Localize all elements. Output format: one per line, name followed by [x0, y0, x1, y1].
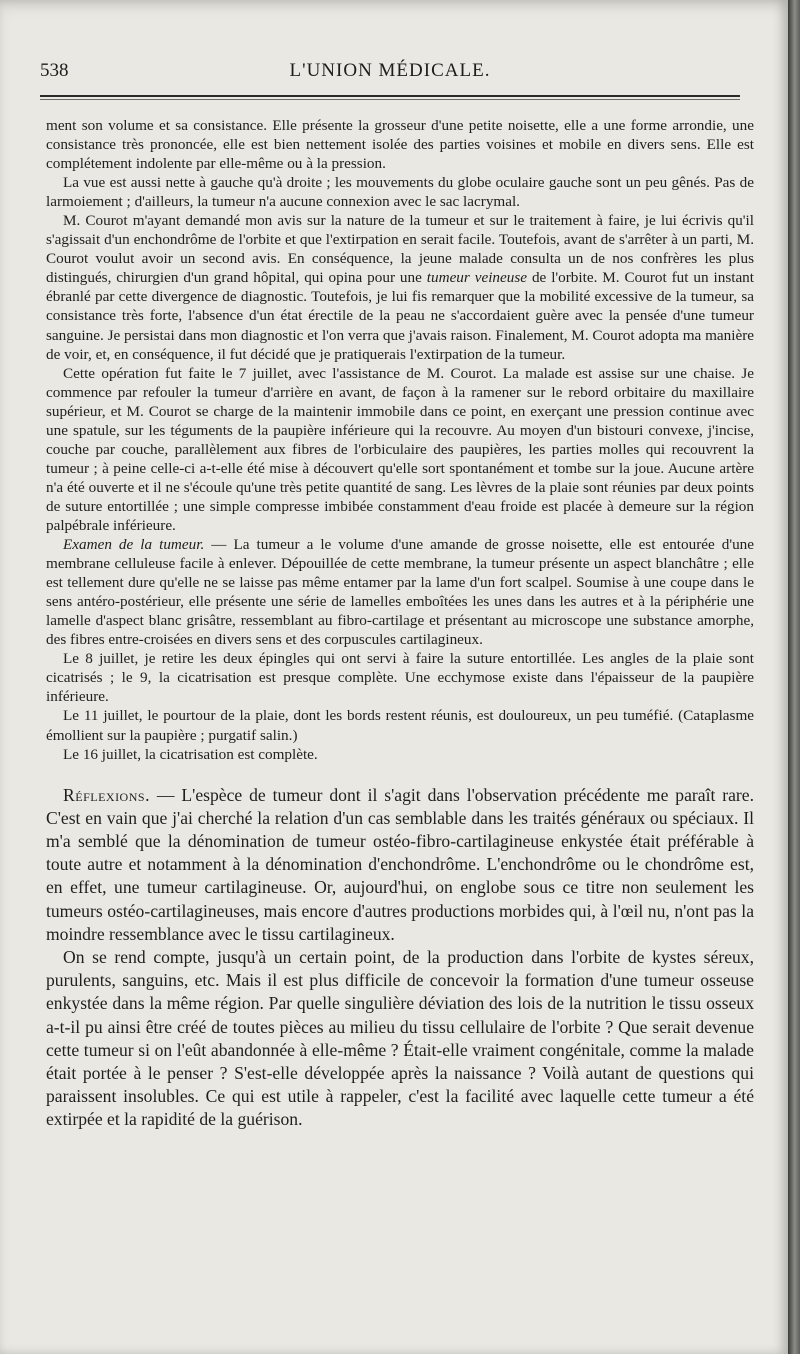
- italic-term: tumeur veineuse: [426, 269, 528, 287]
- page-number: 538: [40, 60, 69, 81]
- reflexions-text: [46, 784, 754, 1132]
- running-title: L'UNION MÉDICALE.: [289, 60, 491, 81]
- paragraph-text: La tumeur a le volume d'une amande de grosse noisette, elle est entourée d'une membrane celluleuse facile à enlever. Dépouillée de cette membrane, la tumeur présente un aspect blanchâtre ; elle est tellement dure qu'elle ne se laisse pas même entamer par la lame d'un fort scalpel. Soumise à une coupe dans le sens antéro-postérieur, elle présente une série de lamelles emboîtées les unes dans les autres et à la périphérie une lamelle d'aspect blanc grisâtre, ressemblant au fibro-cartilage et présentant au microscope une substance amorphe, des fibres entre-croisées en divers sens et des corpuscules cartilagineux.: [46, 536, 755, 649]
- page-header: [40, 60, 740, 90]
- article-body: [46, 116, 754, 1132]
- header-rule-thin: [40, 99, 740, 100]
- em-dash: —: [204, 536, 234, 554]
- paragraph: [46, 784, 754, 946]
- paragraph: Cette opération fut faite le 7 juillet, avec l'assistance de M. Courot. La malade est assise sur une chaise. Je commence par refouler la tumeur d'arrière en avant, de façon à la ramener sur le rebord orbitaire du maxillaire supérieur, et M. Courot se charge de la maintenir immobile dans ce point, en exerçant une pression continue avec une spatule, sur les téguments de la paupière inférieure qui la recouvre. Au moyen d'un bistouri convexe, j'incise, couche par couche, parallèlement aux fibres de l'orbiculaire des paupières, les parties molles qui recouvrent la tumeur ; à peine celle-ci a-t-elle été mise à découvert qu'elle sort spontanément et tombe sur la joue. Aucune artère n'a été ouverte et il ne s'écoule qu'une très petite quantité de sang. Les lèvres de la plaie sont réunies par deux points de suture entortillée ; une simple compresse imbibée constamment d'eau froide est placée à demeure sur la région palpébrale inférieure.: [46, 364, 754, 534]
- paragraph-text: M. Courot m'ayant demandé mon avis sur la nature de la tumeur et sur le traitement à faire, je lui écrivis qu'il s'agissait d'un enchondrôme de l'orbite et que l'extirpation en serait facile. Toutefois, avant de s'arrêter à un parti, M. Courot voulut avoir un second avis. En conséquence, la jeune malade consulta un de nos confrères les plus distingués, chirurgien d'un grand hôpital, qui opina pour une: [46, 212, 754, 287]
- paragraph: Le 8 juillet, je retire les deux épingles qui ont servi à faire la suture entortillée. Les angles de la plaie sont cicatrisés ; le 9, la cicatrisation est presque complète. Une ecchymose existe dans l'épaisseur de la paupière inférieure.: [46, 650, 754, 706]
- paragraph: Le 11 juillet, le pourtour de la plaie, dont les bords restent réunis, est douloureux, un peu tuméfié. (Cataplasme émollient sur la paupière ; purgatif salin.): [46, 707, 754, 744]
- paragraph-text: — L'espèce de tumeur dont il s'agit dans l'observation précédente me paraît rare. C'est en vain que j'ai cherché la relation d'un cas semblable dans les traités généraux ou spéciaux. Il m'a semblé que la dénomination de tumeur ostéo-fibro-cartilagineuse enkystée était préférable à toute autre et notamment à la dénomination d'enchondrôme. L'enchondrôme ou le chondrôme est, en effet, une tumeur cartilagineuse. Or, aujourd'hui, on englobe sous ce titre non seulement les tumeurs ostéo-cartilagineuses, mais encore d'autres productions morbides qui, à l'œil nu, n'ont pas la moindre ressemblance avec le tissu cartilagineux.: [46, 784, 754, 944]
- paragraph: On se rend compte, jusqu'à un certain point, de la production dans l'orbite de kystes séreux, purulents, sanguins, etc. Mais il est plus difficile de concevoir la formation d'une tumeur osseuse enkystée dans la même région. Par quelle singulière déviation des lois de la nutrition le tissu osseux a-t-il pu ainsi être créé de toutes pièces au milieu du tissu cellulaire de l'orbite ? Que serait devenue cette tumeur si on l'eût abandonnée à elle-même ? Était-elle vraiment congénitale, comme la malade était portée à le penser ? S'est-elle développée après la naissance ? Voilà autant de questions qui paraissent insolubles. Ce qui est utile à rappeler, c'est la facilité avec laquelle cette tumeur a été extirpée et la rapidité de la guérison.: [46, 947, 754, 1130]
- section-lead: Réflexions.: [63, 784, 150, 805]
- paragraph: La vue est aussi nette à gauche qu'à droite ; les mouvements du globe oculaire gauche sont un peu gênés. Pas de larmoiement ; d'ailleurs, la tumeur n'a aucune connexion avec le sac lacrymal.: [46, 174, 754, 211]
- paragraph: [46, 211, 754, 363]
- observation-text: [46, 116, 754, 764]
- header-rule: [40, 95, 740, 97]
- paragraph-text: de l'orbite. M. Courot fut un instant ébranlé par cette divergence de diagnostic. Toutefois, je lui fis remarquer que la mobilité excessive de la tumeur, sa consistance très forte, l'absence d'un état érectile de la peau ne s'accordaient guère avec la pensée d'une tumeur sanguine. Je persistai dans mon diagnostic et l'on verra que j'avais raison. Finalement, M. Courot adopta ma manière de voir, et, en conséquence, il fut décidé que je pratiquerais l'extirpation de la tumeur.: [46, 269, 754, 363]
- paragraph: ment son volume et sa consistance. Elle présente la grosseur d'une petite noisette, elle a une forme arrondie, une consistance très prononcée, elle est bien nettement isolée des parties voisines et mobile en divers sens. Elle est complétement indolente par elle-même ou à la pression.: [46, 117, 754, 173]
- paragraph: [46, 535, 754, 649]
- paragraph: Le 16 juillet, la cicatrisation est complète.: [63, 745, 318, 763]
- section-lead: Examen de la tumeur.: [63, 536, 205, 554]
- page-edge-shadow: [788, 0, 800, 1354]
